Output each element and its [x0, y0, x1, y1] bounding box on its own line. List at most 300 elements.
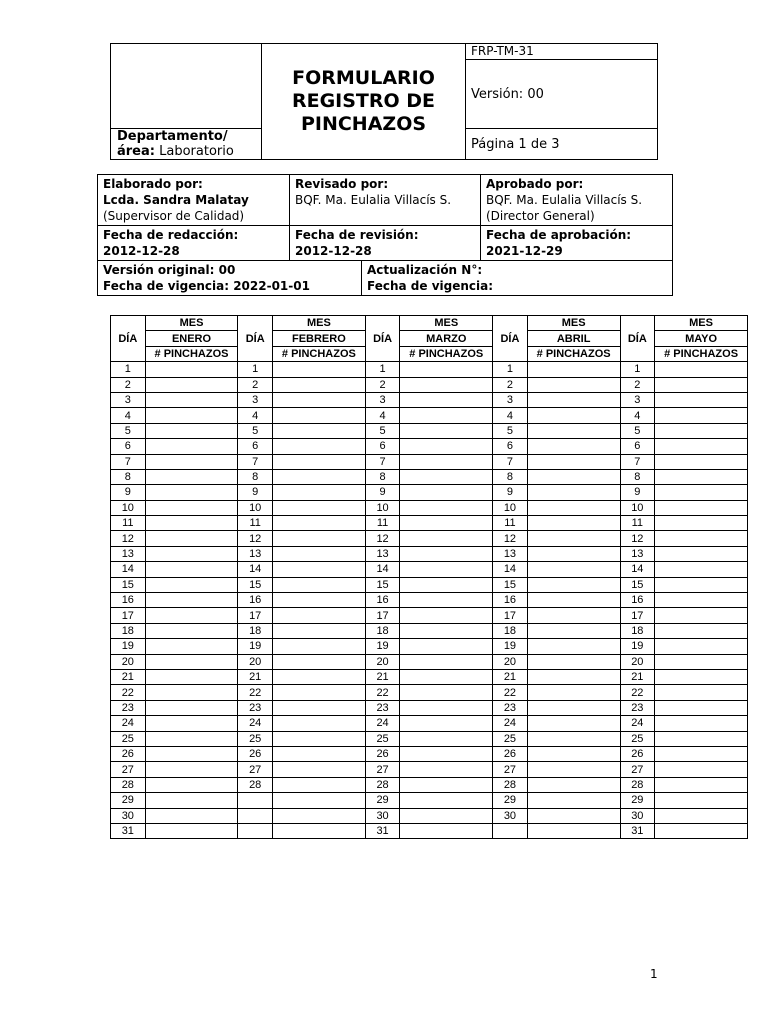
day-number: 31	[111, 823, 146, 838]
count-cell[interactable]	[400, 500, 493, 515]
fecha-vigencia-1: Fecha de vigencia: 2022-01-01	[103, 279, 310, 293]
version-original: Versión original: 00	[103, 263, 236, 277]
count-cell[interactable]	[527, 623, 620, 638]
count-cell[interactable]	[655, 500, 748, 515]
count-cell[interactable]	[145, 562, 238, 577]
count-cell[interactable]	[527, 546, 620, 561]
approvals-table	[97, 174, 673, 296]
day-number: 3	[111, 392, 146, 407]
count-cell[interactable]	[655, 546, 748, 561]
count-cell[interactable]	[273, 700, 366, 715]
count-header: # PINCHAZOS	[273, 346, 366, 361]
count-cell[interactable]	[527, 593, 620, 608]
count-cell[interactable]	[400, 454, 493, 469]
count-cell[interactable]	[273, 593, 366, 608]
day-number: 23	[493, 700, 528, 715]
day-number: 16	[111, 593, 146, 608]
logo-area	[111, 44, 262, 129]
day-number: 28	[111, 777, 146, 792]
month-name-enero: ENERO	[145, 331, 238, 346]
count-cell[interactable]	[145, 454, 238, 469]
count-header: # PINCHAZOS	[655, 346, 748, 361]
count-cell[interactable]	[527, 577, 620, 592]
count-cell[interactable]	[273, 500, 366, 515]
count-cell[interactable]	[400, 608, 493, 623]
count-cell[interactable]	[400, 531, 493, 546]
table-row	[111, 593, 748, 608]
day-number: 2	[620, 377, 655, 392]
day-number: 17	[493, 608, 528, 623]
count-cell[interactable]	[400, 546, 493, 561]
count-cell[interactable]	[655, 392, 748, 407]
count-cell[interactable]	[400, 392, 493, 407]
count-cell[interactable]	[145, 623, 238, 638]
count-cell[interactable]	[273, 562, 366, 577]
day-number: 15	[620, 577, 655, 592]
day-number: 2	[365, 377, 400, 392]
count-cell[interactable]	[527, 746, 620, 761]
day-number: 19	[365, 639, 400, 654]
day-number: 5	[493, 423, 528, 438]
count-cell[interactable]	[655, 777, 748, 792]
day-number: 31	[620, 823, 655, 838]
day-number: 26	[493, 746, 528, 761]
day-number	[238, 793, 273, 808]
count-cell[interactable]	[273, 546, 366, 561]
title-line-1: FORMULARIO	[292, 67, 435, 89]
day-number: 7	[111, 454, 146, 469]
count-cell[interactable]	[400, 808, 493, 823]
mes-header: MES	[145, 316, 238, 331]
day-number: 19	[620, 639, 655, 654]
count-cell[interactable]	[273, 608, 366, 623]
count-cell[interactable]	[400, 439, 493, 454]
count-cell[interactable]	[145, 654, 238, 669]
day-number: 27	[238, 762, 273, 777]
count-cell[interactable]	[655, 593, 748, 608]
day-number: 1	[493, 362, 528, 377]
day-number: 10	[365, 500, 400, 515]
count-cell[interactable]	[273, 469, 366, 484]
punctures-table	[110, 315, 748, 839]
count-cell[interactable]	[655, 700, 748, 715]
day-number: 17	[111, 608, 146, 623]
elaborado-label: Elaborado por:	[103, 177, 203, 191]
day-number: 5	[111, 423, 146, 438]
day-number: 19	[111, 639, 146, 654]
day-number: 2	[493, 377, 528, 392]
count-cell[interactable]	[527, 408, 620, 423]
actualizacion-cell	[362, 261, 673, 296]
count-cell[interactable]	[527, 777, 620, 792]
count-cell[interactable]	[273, 516, 366, 531]
table-row	[111, 562, 748, 577]
day-number: 2	[111, 377, 146, 392]
day-number: 30	[493, 808, 528, 823]
count-cell[interactable]	[145, 362, 238, 377]
day-number: 4	[365, 408, 400, 423]
count-cell[interactable]	[273, 777, 366, 792]
day-number: 3	[365, 392, 400, 407]
day-number: 20	[620, 654, 655, 669]
count-cell[interactable]	[527, 685, 620, 700]
day-number: 9	[493, 485, 528, 500]
count-cell[interactable]	[527, 823, 620, 838]
count-cell[interactable]	[400, 731, 493, 746]
table-row	[111, 485, 748, 500]
count-cell[interactable]	[400, 654, 493, 669]
fecha-aprobacion-cell	[481, 226, 673, 261]
dia-header: DÍA	[493, 316, 528, 362]
day-number: 16	[493, 593, 528, 608]
day-number: 13	[111, 546, 146, 561]
count-cell[interactable]	[273, 639, 366, 654]
count-cell[interactable]	[400, 793, 493, 808]
day-number: 18	[111, 623, 146, 638]
day-number: 13	[493, 546, 528, 561]
count-cell[interactable]	[527, 454, 620, 469]
day-number: 18	[238, 623, 273, 638]
count-cell[interactable]	[527, 562, 620, 577]
count-cell[interactable]	[527, 608, 620, 623]
day-number: 24	[620, 716, 655, 731]
table-row	[111, 685, 748, 700]
table-row	[111, 823, 748, 838]
count-cell[interactable]	[527, 793, 620, 808]
count-cell[interactable]	[655, 362, 748, 377]
count-cell[interactable]	[655, 608, 748, 623]
count-cell[interactable]	[655, 623, 748, 638]
table-row	[111, 577, 748, 592]
count-cell[interactable]	[145, 608, 238, 623]
elaborado-role: (Supervisor de Calidad)	[103, 209, 245, 223]
fecha-redaccion-value: 2012-12-28	[103, 244, 180, 258]
day-number: 20	[365, 654, 400, 669]
day-number: 11	[365, 516, 400, 531]
count-cell[interactable]	[527, 392, 620, 407]
count-cell[interactable]	[273, 454, 366, 469]
count-cell[interactable]	[400, 485, 493, 500]
count-cell[interactable]	[527, 500, 620, 515]
count-cell[interactable]	[527, 654, 620, 669]
count-cell[interactable]	[145, 639, 238, 654]
day-number: 17	[620, 608, 655, 623]
count-cell[interactable]	[400, 762, 493, 777]
count-cell[interactable]	[655, 654, 748, 669]
count-cell[interactable]	[527, 531, 620, 546]
count-cell[interactable]	[145, 408, 238, 423]
count-cell[interactable]	[655, 516, 748, 531]
count-cell[interactable]	[273, 623, 366, 638]
count-cell[interactable]	[273, 654, 366, 669]
day-number: 30	[365, 808, 400, 823]
count-cell[interactable]	[400, 423, 493, 438]
day-number: 29	[620, 793, 655, 808]
day-number: 12	[365, 531, 400, 546]
table-row	[111, 392, 748, 407]
count-cell[interactable]	[655, 439, 748, 454]
count-cell[interactable]	[145, 469, 238, 484]
count-cell[interactable]	[145, 731, 238, 746]
day-number: 14	[493, 562, 528, 577]
count-cell[interactable]	[400, 685, 493, 700]
day-number: 30	[111, 808, 146, 823]
count-cell[interactable]	[273, 669, 366, 684]
count-cell[interactable]	[655, 454, 748, 469]
count-cell[interactable]	[655, 746, 748, 761]
count-cell[interactable]	[655, 562, 748, 577]
count-cell[interactable]	[273, 362, 366, 377]
dia-header: DÍA	[111, 316, 146, 362]
dept-value: Laboratorio	[154, 144, 234, 159]
day-number: 5	[238, 423, 273, 438]
table-row	[111, 362, 748, 377]
count-cell[interactable]	[145, 746, 238, 761]
day-number: 11	[620, 516, 655, 531]
count-cell[interactable]	[273, 685, 366, 700]
count-cell[interactable]	[400, 377, 493, 392]
aprobado-name: BQF. Ma. Eulalia Villacís S.	[486, 193, 643, 207]
day-number: 18	[365, 623, 400, 638]
table-row	[111, 516, 748, 531]
count-cell[interactable]	[273, 439, 366, 454]
day-number: 25	[365, 731, 400, 746]
count-cell[interactable]	[655, 577, 748, 592]
count-cell[interactable]	[400, 669, 493, 684]
day-number: 12	[493, 531, 528, 546]
table-row	[111, 762, 748, 777]
day-number: 6	[111, 439, 146, 454]
count-cell[interactable]	[145, 716, 238, 731]
count-header: # PINCHAZOS	[527, 346, 620, 361]
count-cell[interactable]	[655, 808, 748, 823]
day-number: 23	[620, 700, 655, 715]
count-cell[interactable]	[527, 639, 620, 654]
day-number: 13	[365, 546, 400, 561]
day-number: 9	[238, 485, 273, 500]
table-row	[111, 808, 748, 823]
dia-header: DÍA	[238, 316, 273, 362]
count-cell[interactable]	[145, 500, 238, 515]
count-cell[interactable]	[145, 823, 238, 838]
mes-header: MES	[400, 316, 493, 331]
day-number: 8	[620, 469, 655, 484]
count-cell[interactable]	[527, 377, 620, 392]
day-number: 6	[620, 439, 655, 454]
count-cell[interactable]	[527, 439, 620, 454]
day-number: 22	[620, 685, 655, 700]
count-cell[interactable]	[527, 669, 620, 684]
revisado-label: Revisado por:	[295, 177, 389, 191]
count-cell[interactable]	[655, 485, 748, 500]
count-cell[interactable]	[145, 531, 238, 546]
count-cell[interactable]	[145, 516, 238, 531]
count-cell[interactable]	[400, 577, 493, 592]
count-cell[interactable]	[273, 808, 366, 823]
count-cell[interactable]	[145, 593, 238, 608]
table-row	[111, 408, 748, 423]
count-cell[interactable]	[655, 685, 748, 700]
count-cell[interactable]	[655, 823, 748, 838]
count-cell[interactable]	[145, 808, 238, 823]
page-number: 1	[650, 967, 658, 981]
count-cell[interactable]	[400, 716, 493, 731]
count-cell[interactable]	[400, 823, 493, 838]
day-number: 9	[111, 485, 146, 500]
day-number: 4	[238, 408, 273, 423]
count-cell[interactable]	[273, 392, 366, 407]
day-number: 8	[365, 469, 400, 484]
count-cell[interactable]	[655, 716, 748, 731]
count-cell[interactable]	[527, 516, 620, 531]
title-line-3: PINCHAZOS	[300, 113, 427, 135]
count-cell[interactable]	[655, 531, 748, 546]
count-cell[interactable]	[273, 731, 366, 746]
dept-label-2: área:	[117, 144, 155, 159]
count-cell[interactable]	[273, 377, 366, 392]
day-number: 18	[620, 623, 655, 638]
day-number: 10	[493, 500, 528, 515]
day-number: 19	[238, 639, 273, 654]
count-cell[interactable]	[273, 823, 366, 838]
count-cell[interactable]	[145, 793, 238, 808]
count-cell[interactable]	[145, 577, 238, 592]
count-cell[interactable]	[527, 700, 620, 715]
form-page: Página 1 de 3	[466, 129, 658, 160]
count-cell[interactable]	[400, 593, 493, 608]
mes-header: MES	[527, 316, 620, 331]
table-row	[111, 716, 748, 731]
aprobado-label: Aprobado por:	[486, 177, 584, 191]
count-cell[interactable]	[527, 731, 620, 746]
count-cell[interactable]	[145, 669, 238, 684]
count-cell[interactable]	[655, 793, 748, 808]
count-cell[interactable]	[273, 746, 366, 761]
day-number: 1	[238, 362, 273, 377]
day-number: 2	[238, 377, 273, 392]
count-cell[interactable]	[655, 731, 748, 746]
month-name-marzo: MARZO	[400, 331, 493, 346]
day-number: 23	[365, 700, 400, 715]
count-cell[interactable]	[145, 377, 238, 392]
count-cell[interactable]	[527, 716, 620, 731]
day-number: 28	[493, 777, 528, 792]
dept-label-1: Departamento/	[117, 129, 228, 144]
day-number: 25	[111, 731, 146, 746]
count-cell[interactable]	[400, 362, 493, 377]
count-cell[interactable]	[145, 485, 238, 500]
count-cell[interactable]	[145, 423, 238, 438]
day-number: 7	[365, 454, 400, 469]
day-number: 23	[238, 700, 273, 715]
count-cell[interactable]	[655, 669, 748, 684]
table-row	[111, 469, 748, 484]
day-number: 13	[238, 546, 273, 561]
count-cell[interactable]	[273, 485, 366, 500]
count-cell[interactable]	[655, 423, 748, 438]
count-cell[interactable]	[145, 762, 238, 777]
day-number: 21	[111, 669, 146, 684]
day-number: 7	[493, 454, 528, 469]
day-number: 20	[238, 654, 273, 669]
day-number: 5	[365, 423, 400, 438]
count-cell[interactable]	[527, 762, 620, 777]
day-number: 14	[111, 562, 146, 577]
table-row	[111, 639, 748, 654]
day-number: 8	[111, 469, 146, 484]
count-cell[interactable]	[273, 408, 366, 423]
count-cell[interactable]	[655, 762, 748, 777]
count-cell[interactable]	[273, 793, 366, 808]
form-code: FRP-TM-31	[466, 44, 658, 60]
day-number: 10	[111, 500, 146, 515]
count-cell[interactable]	[527, 362, 620, 377]
count-cell[interactable]	[655, 639, 748, 654]
count-cell[interactable]	[400, 562, 493, 577]
day-number: 20	[111, 654, 146, 669]
day-number: 23	[111, 700, 146, 715]
count-cell[interactable]	[273, 716, 366, 731]
count-cell[interactable]	[145, 546, 238, 561]
day-number: 22	[493, 685, 528, 700]
count-cell[interactable]	[527, 485, 620, 500]
count-cell[interactable]	[527, 808, 620, 823]
day-number: 15	[238, 577, 273, 592]
count-cell[interactable]	[273, 577, 366, 592]
count-cell[interactable]	[145, 439, 238, 454]
count-cell[interactable]	[400, 623, 493, 638]
count-cell[interactable]	[145, 700, 238, 715]
count-cell[interactable]	[400, 469, 493, 484]
table-row	[111, 500, 748, 515]
count-cell[interactable]	[655, 469, 748, 484]
dia-header: DÍA	[365, 316, 400, 362]
day-number: 9	[365, 485, 400, 500]
form-version: Versión: 00	[466, 60, 658, 129]
day-number	[238, 823, 273, 838]
elaborado-name: Lcda. Sandra Malatay	[103, 193, 249, 207]
count-cell[interactable]	[655, 377, 748, 392]
count-cell[interactable]	[400, 746, 493, 761]
count-cell[interactable]	[527, 423, 620, 438]
count-cell[interactable]	[145, 392, 238, 407]
count-cell[interactable]	[273, 423, 366, 438]
day-number: 26	[238, 746, 273, 761]
count-cell[interactable]	[273, 762, 366, 777]
month-name-mayo: MAYO	[655, 331, 748, 346]
count-cell[interactable]	[145, 777, 238, 792]
actualizacion-label: Actualización N°:	[367, 263, 483, 277]
count-cell[interactable]	[145, 685, 238, 700]
day-number: 12	[238, 531, 273, 546]
count-cell[interactable]	[400, 516, 493, 531]
day-number: 28	[365, 777, 400, 792]
count-cell[interactable]	[400, 639, 493, 654]
day-number: 8	[493, 469, 528, 484]
day-number: 21	[238, 669, 273, 684]
table-row	[111, 546, 748, 561]
table-row	[111, 423, 748, 438]
count-cell[interactable]	[273, 531, 366, 546]
count-cell[interactable]	[400, 700, 493, 715]
count-cell[interactable]	[655, 408, 748, 423]
day-number: 1	[111, 362, 146, 377]
count-cell[interactable]	[400, 777, 493, 792]
count-cell[interactable]	[527, 469, 620, 484]
day-number: 17	[238, 608, 273, 623]
day-number: 27	[111, 762, 146, 777]
count-cell[interactable]	[400, 408, 493, 423]
